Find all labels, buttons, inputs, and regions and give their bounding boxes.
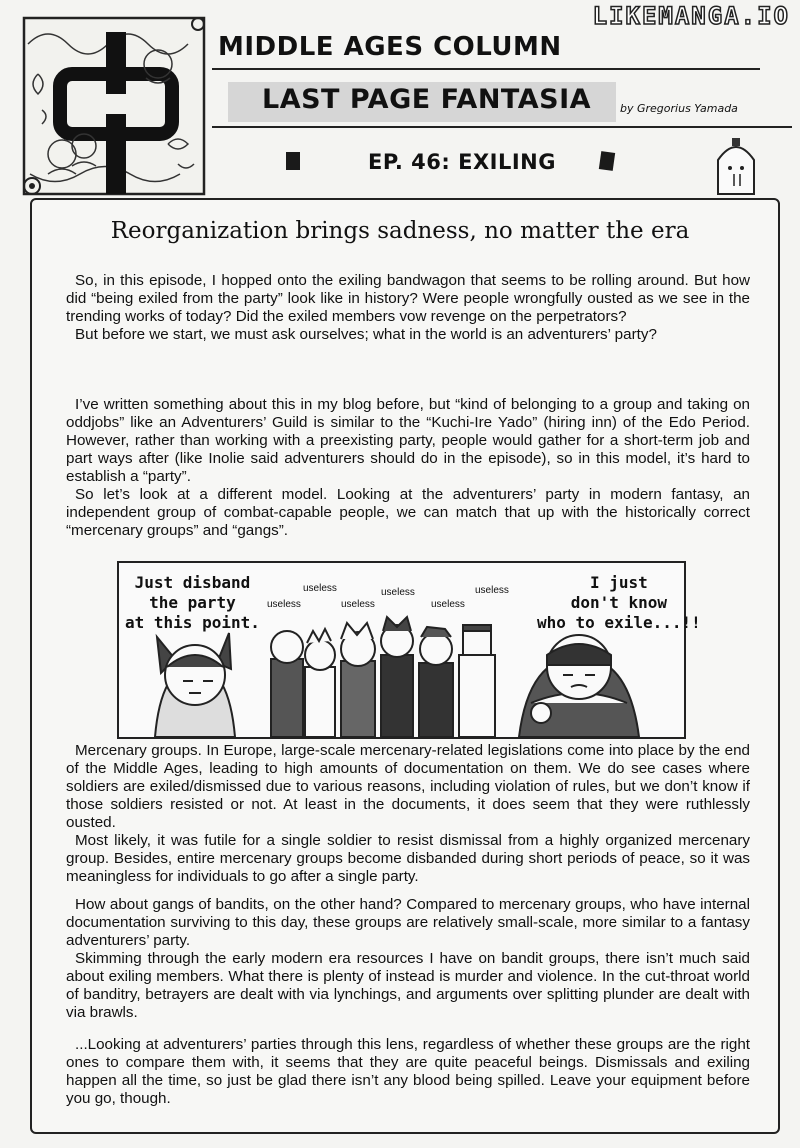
murmur-text: useless <box>267 599 301 610</box>
murmur-text: useless <box>475 585 509 596</box>
section-conclusion <box>66 1036 750 1108</box>
comic-characters-art <box>119 563 684 737</box>
murmur-text: useless <box>341 599 375 610</box>
section-bandits <box>66 896 750 1022</box>
article-subtitle: Reorganization brings sadness, no matter the era <box>110 218 690 244</box>
bullet-mark <box>599 151 615 171</box>
paragraph: I’ve written something about this in my blog before, but “kind of belonging to a group and taking on oddjobs” like an Adventurers’ Guild is similar to the “Kuchi-Ire Yado” (hiring inn) of the Edo Period. However, rather than working with a preexisting party, people would gather for a short-term job and part ways after (like Inolie said adventurers should do in the episode), so in this model, it’s hard to establish a “party”. <box>66 396 750 485</box>
section-mercenaries <box>66 742 750 886</box>
title-divider <box>212 126 792 128</box>
episode-title: EP. 46: EXILING <box>368 150 556 174</box>
paragraph: How about gangs of bandits, on the other hand? Compared to mercenary groups, who have internal documentation surviving to this day, these groups are relatively small-scale, more similar to a fantasy adventurers’ party. <box>66 896 750 949</box>
murmur-text: useless <box>303 583 337 594</box>
bullet-mark <box>286 152 300 170</box>
byline: by Gregorius Yamada <box>620 102 738 115</box>
murmur-text: useless <box>431 599 465 610</box>
paragraph: ...Looking at adventurers’ parties through this lens, regardless of whether these groups are the right ones to compare them with, it seems that they are quite peaceful beings. Dismissals and exiling happen all the time, so just be glad there isn’t any blood being spilled. Leave your equipment before you go, though. <box>66 1036 750 1107</box>
section-intro <box>66 272 750 344</box>
column-title: MIDDLE AGES COLUMN <box>218 32 562 62</box>
comic-panel <box>117 561 701 739</box>
paragraph: But before we start, we must ask ourselves; what in the world is an adventurers’ party? <box>75 326 657 343</box>
watermark: LIKEMANGA.IO <box>592 2 790 30</box>
speech-left: Just disband the party at this point. <box>125 573 260 632</box>
paragraph: So, in this episode, I hopped onto the exiling bandwagon that seems to be rolling around. But how did “being exiled from the party” look like in history? Were people wrongfully ousted as we see in the trending works of today? Did the exiled members vow revenge on the perpetrators? <box>66 272 750 325</box>
paragraph: So let’s look at a different model. Looking at the adventurers’ party in modern fantasy, an independent group of combat-capable people, we can match that up with the historically correct “mercenary groups” and “gangs”. <box>66 486 750 539</box>
paragraph: Mercenary groups. In Europe, large-scale mercenary-related legislations come into place by the end of the Middle Ages, leading to high amounts of documentation on them. We do see cases where soldiers are exiled/dismissed due to various reasons, including violation of rules, but we don’t know if those soldiers resisted or not. At least in the documents, it does seem that they were ruthlessly ousted. <box>66 742 750 831</box>
mascot-doodle <box>712 134 760 196</box>
paragraph: Skimming through the early modern era resources I have on bandit groups, there isn’t much said about exiling members. What there is plenty of instead is murder and violence. In the cut-throat world of banditry, betrayers are dealt with via lynchings, and arguments over splitting plunder are dealt with via brawls. <box>66 950 750 1021</box>
paragraph: Most likely, it was futile for a single soldier to resist dismissal from a highly organized mercenary group. Besides, entire mercenary groups become disbanded during short periods of peace, so it was meaningless for individuals to go after a single party. <box>66 832 750 885</box>
speech-right: I just don't know who to exile...!! <box>537 573 701 632</box>
series-title: LAST PAGE FANTASIA <box>262 84 592 115</box>
section-models <box>66 396 750 540</box>
murmur-text: useless <box>381 587 415 598</box>
illuminated-initial-art <box>18 14 210 202</box>
title-divider <box>212 68 760 70</box>
